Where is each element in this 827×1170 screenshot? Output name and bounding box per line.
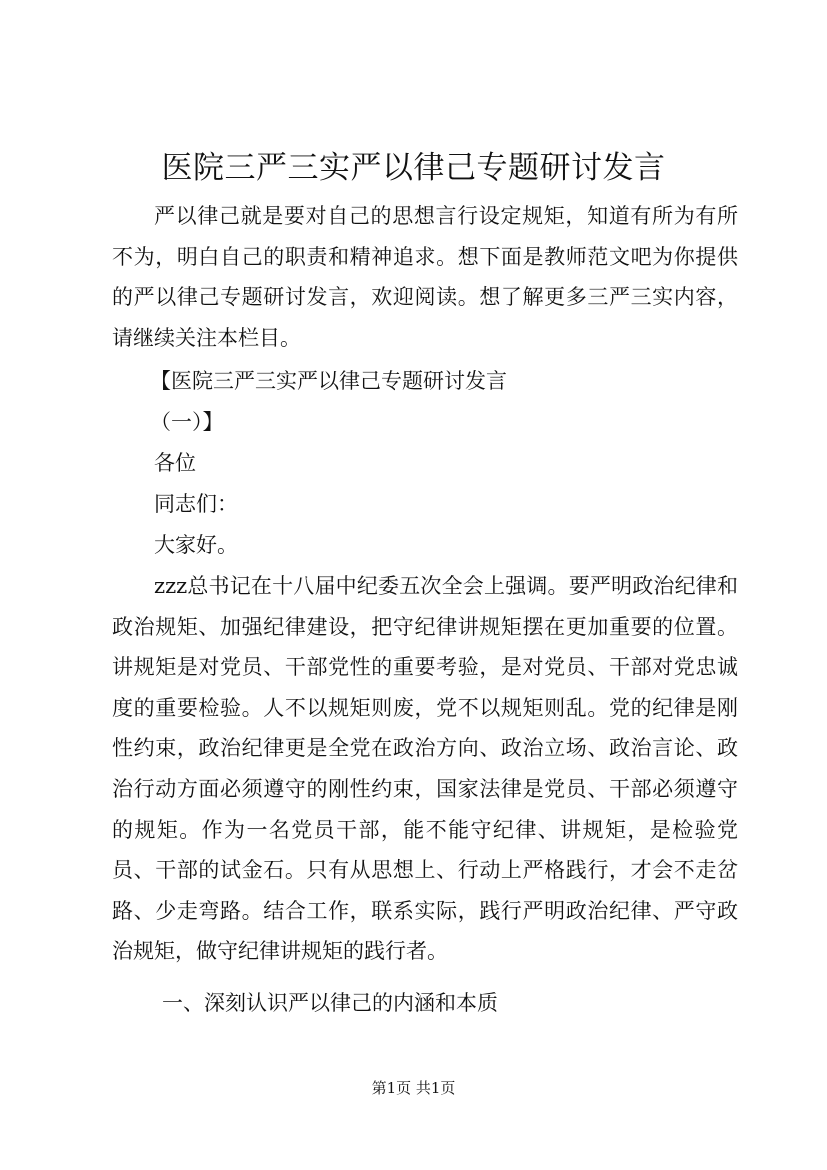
section-title-line-1: 【医院三严三实严以律己专题研讨发言 bbox=[150, 369, 507, 393]
intro-paragraph: 严以律己就是要对自己的思想言行设定规矩，知道有所为有所不为，明白自己的职责和精神追求。想下面是教师范文吧为你提供的严以律己专题研讨发言，欢迎阅读。想了解更多三严三实内容，请继续关注本栏目。 bbox=[112, 204, 738, 350]
salutation-line-1: 各位 bbox=[154, 451, 196, 475]
subheading-1: 一、深刻认识严以律己的内涵和本质 bbox=[162, 991, 498, 1015]
main-paragraph: zzz总书记在十八届中纪委五次全会上强调。要严明政治纪律和政治规矩、加强纪律建设，把守纪律讲规矩摆在更加重要的位置。讲规矩是对党员、干部党性的重要考验，是对党员、干部对党忠诚度的重要检验。人不以规矩则废，党不以规矩则乱。党的纪律是刚性约束，政治纪律更是全党在政治方向、政治立场、政治言论、政治行动方面必须遵守的刚性约束，国家法律是党员、干部必须遵守的规矩。作为一名党员干部，能不能守纪律、讲规矩，是检验党员、干部的试金石。只有从思想上、行动上严格践行，才会不走岔路、少走弯路。结合工作，联系实际，践行严明政治纪律、严守政治规矩，做守纪律讲规矩的践行者。 bbox=[112, 574, 738, 964]
document-title: 医院三严三实严以律己专题研讨发言 bbox=[161, 150, 666, 186]
salutation-line-2: 同志们： bbox=[154, 492, 238, 516]
page-footer: 第1页 共1页 bbox=[371, 1079, 456, 1097]
greeting-line: 大家好。 bbox=[154, 533, 238, 557]
section-title-line-2: （一）】 bbox=[150, 410, 224, 434]
